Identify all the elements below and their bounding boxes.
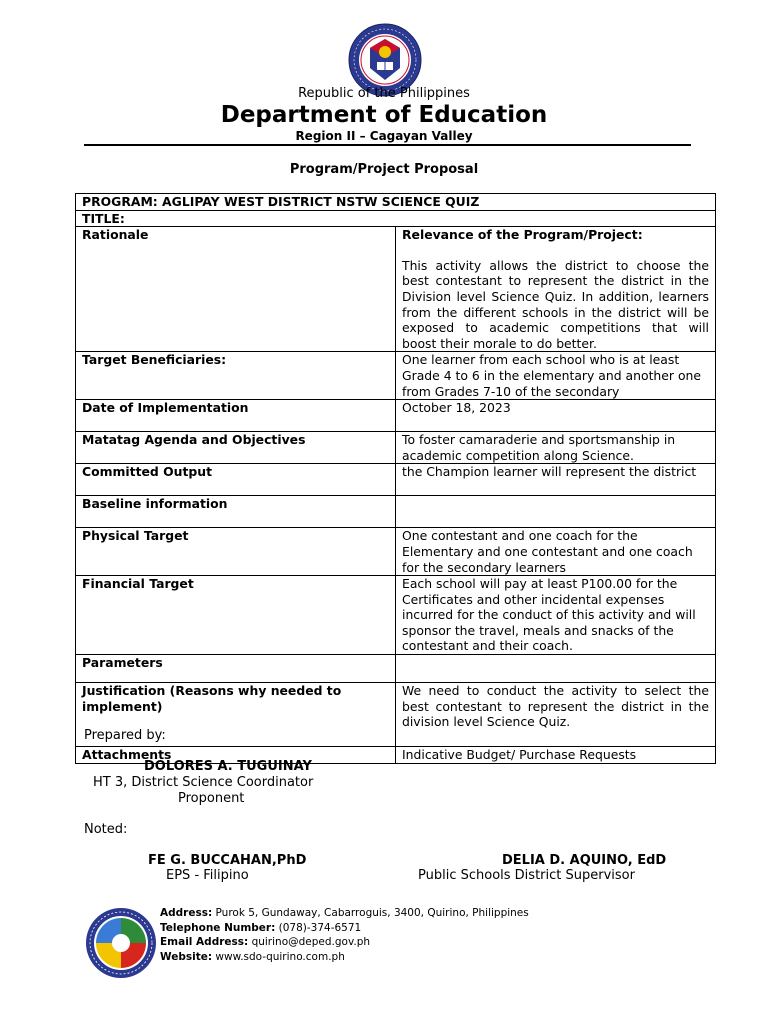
row-label: Target Beneficiaries: <box>76 352 396 400</box>
row-label: Matatag Agenda and Objectives <box>76 432 396 464</box>
telephone-label: Telephone Number: <box>160 921 276 934</box>
proponent-role: Proponent <box>178 791 245 806</box>
noted-label: Noted: <box>84 822 128 837</box>
row-label: Financial Target <box>76 576 396 655</box>
website-label: Website: <box>160 950 213 963</box>
row-value: Indicative Budget/ Purchase Requests <box>396 747 716 764</box>
footer-contact <box>160 906 529 964</box>
table-row <box>76 683 716 747</box>
table-row <box>76 496 716 528</box>
telephone-value: (078)-374-6571 <box>278 921 362 934</box>
region-heading: Region II – Cagayan Valley <box>295 129 473 143</box>
row-label: Committed Output <box>76 464 396 496</box>
row-label: Physical Target <box>76 528 396 576</box>
noted2-position: Public Schools District Supervisor <box>418 868 635 883</box>
website-value[interactable]: www.sdo-quirino.com.ph <box>215 950 345 963</box>
rationale-heading: Relevance of the Program/Project: <box>402 227 643 243</box>
footer-website <box>160 950 529 965</box>
row-value <box>396 655 716 683</box>
department-heading: Department of Education <box>220 102 548 128</box>
table-row <box>76 432 716 464</box>
email-label: Email Address: <box>160 936 249 949</box>
row-value: We need to conduct the activity to select the best contestant to represent the district in the division level Science Quiz. <box>396 683 716 747</box>
program-cell: PROGRAM: AGLIPAY WEST DISTRICT NSTW SCIENCE QUIZ <box>76 194 716 211</box>
table-row <box>76 528 716 576</box>
row-label: Rationale <box>76 227 396 352</box>
row-label: Baseline information <box>76 496 396 528</box>
row-value: One learner from each school who is at least Grade 4 to 6 in the elementary and another one from Grades 7-10 of the secondary <box>396 352 716 400</box>
table-row <box>76 464 716 496</box>
prepared-by-label: Prepared by: <box>84 728 166 743</box>
row-value: October 18, 2023 <box>396 400 716 432</box>
table-row <box>76 352 716 400</box>
footer-address <box>160 906 529 921</box>
quirino-division-logo <box>84 906 158 980</box>
row-label: Attachments <box>76 747 396 764</box>
row-value: Each school will pay at least P100.00 for the Certificates and other incidental expenses incurred for the conduct of this activity and will sponsor the travel, meals and snacks of the contestant and their coach. <box>396 576 716 655</box>
program-row <box>76 194 716 211</box>
header-divider <box>84 144 691 146</box>
row-value: the Champion learner will represent the district <box>396 464 716 496</box>
row-value <box>396 227 716 352</box>
row-value: To foster camaraderie and sportsmanship in academic competition along Science. <box>396 432 716 464</box>
row-value <box>396 496 716 528</box>
address-label: Address: <box>160 907 213 919</box>
table-row <box>76 576 716 655</box>
noted1-name: FE G. BUCCAHAN,PhD <box>148 853 307 868</box>
row-value: One contestant and one coach for the Elementary and one contestant and one coach for the secondary learners <box>396 528 716 576</box>
title-cell: TITLE: <box>76 210 716 227</box>
document-title: Program/Project Proposal <box>289 162 479 177</box>
footer-email <box>160 935 529 950</box>
address-value: Purok 5, Gundaway, Cabarroguis, 3400, Quirino, Philippines <box>215 907 529 919</box>
row-label: Parameters <box>76 655 396 683</box>
noted2-name: DELIA D. AQUINO, EdD <box>502 853 667 868</box>
table-row <box>76 655 716 683</box>
table-row <box>76 400 716 432</box>
noted1-position: EPS - Filipino <box>166 868 249 883</box>
row-label: Date of Implementation <box>76 400 396 432</box>
proposal-table <box>75 193 716 764</box>
proponent-name: DOLORES A. TUGUINAY <box>144 759 312 774</box>
title-row <box>76 210 716 227</box>
row-label: Justification (Reasons why needed to implement) <box>76 683 396 747</box>
table-row <box>76 227 716 352</box>
footer-telephone <box>160 921 529 936</box>
rationale-text: This activity allows the district to choose the best contestant to represent the district in the Division level Science Quiz. In addition, learners from the different schools in the district will be exposed to academic competitions that will boost their morale to do better. <box>402 257 709 351</box>
proponent-position: HT 3, District Science Coordinator <box>93 775 314 790</box>
email-value[interactable]: quirino@deped.gov.ph <box>251 936 371 949</box>
republic-heading: Republic of the Philippines <box>298 86 470 101</box>
